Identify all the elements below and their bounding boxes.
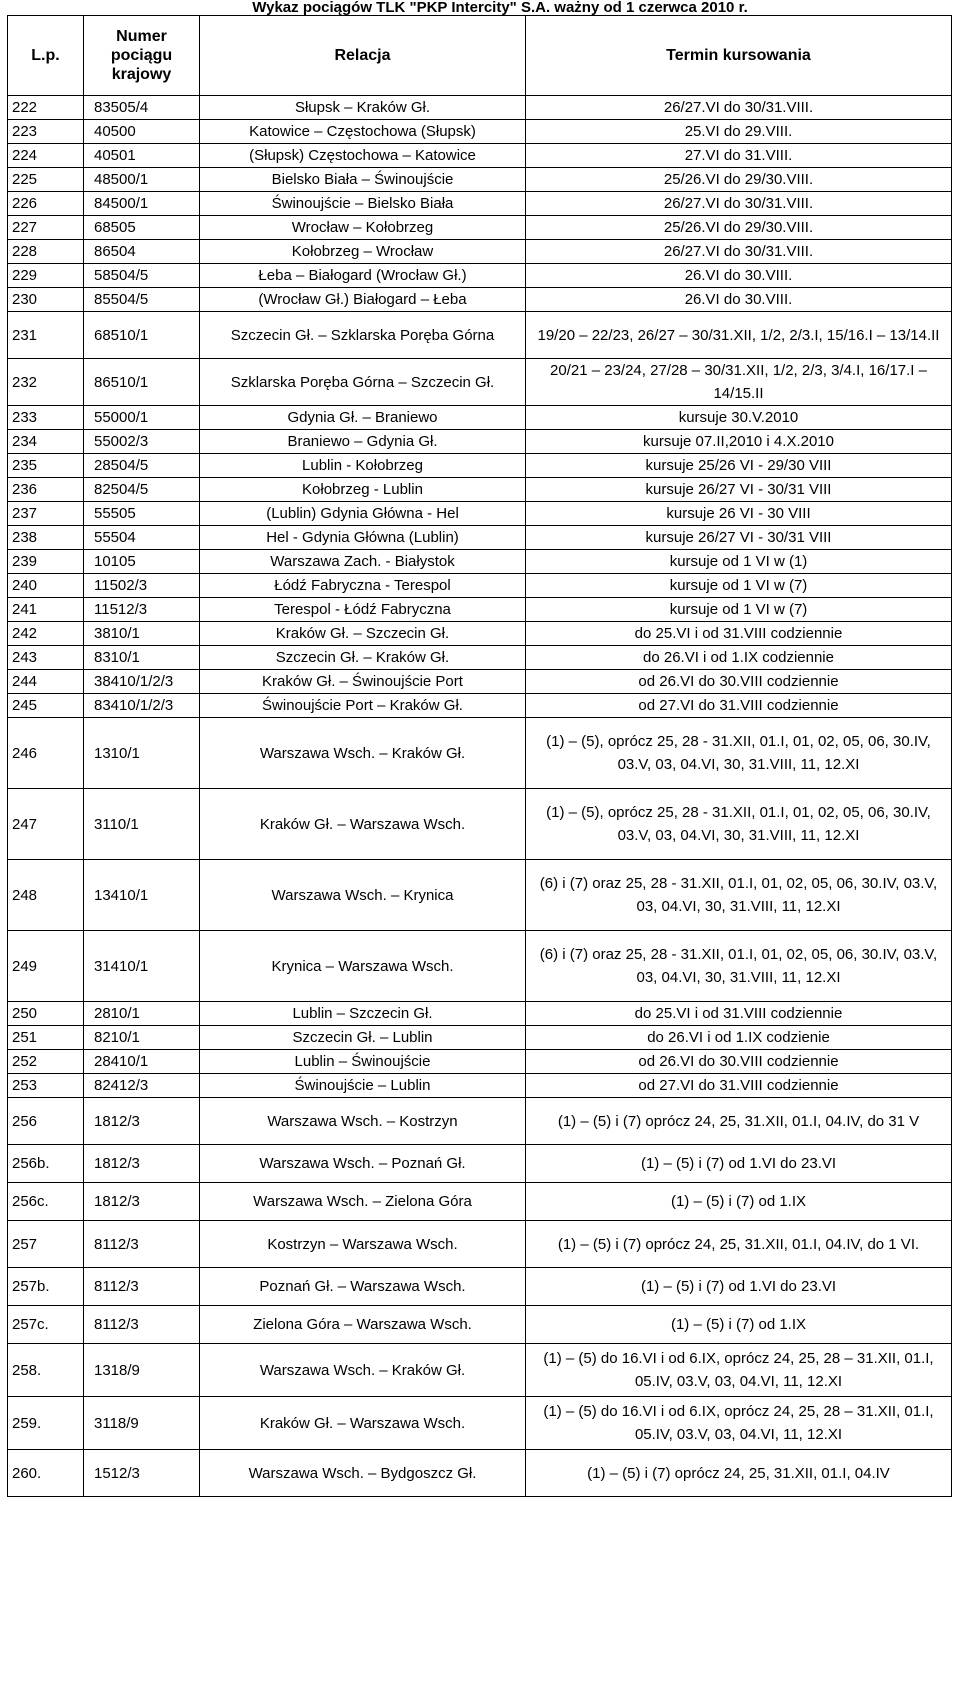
cell-lp: 250 (8, 1002, 84, 1026)
cell-route: Krynica – Warszawa Wsch. (200, 931, 526, 1002)
cell-lp: 228 (8, 240, 84, 264)
table-row (8, 1397, 952, 1450)
cell-lp: 260. (8, 1450, 84, 1497)
table-row (8, 1050, 952, 1074)
table-row (8, 550, 952, 574)
cell-train-number: 82412/3 (84, 1074, 200, 1098)
cell-route: Kraków Gł. – Warszawa Wsch. (200, 1397, 526, 1450)
cell-lp: 229 (8, 264, 84, 288)
cell-route: Kostrzyn – Warszawa Wsch. (200, 1221, 526, 1268)
table-row (8, 694, 952, 718)
cell-train-number: 2810/1 (84, 1002, 200, 1026)
cell-train-number: 83505/4 (84, 96, 200, 120)
cell-schedule: do 26.VI i od 1.IX codzienie (526, 1026, 952, 1050)
cell-route: Szklarska Poręba Górna – Szczecin Gł. (200, 359, 526, 406)
cell-train-number: 1318/9 (84, 1344, 200, 1397)
table-row (8, 502, 952, 526)
table-row (8, 1145, 952, 1183)
cell-train-number: 38410/1/2/3 (84, 670, 200, 694)
cell-route: Świnoujście – Bielsko Biała (200, 192, 526, 216)
cell-train-number: 1812/3 (84, 1098, 200, 1145)
cell-train-number: 3810/1 (84, 622, 200, 646)
cell-schedule: (6) i (7) oraz 25, 28 - 31.XII, 01.I, 01, 02, 05, 06, 30.IV, 03.V, 03, 04.VI, 30, 31.VIII, 11, 12.XI (526, 931, 952, 1002)
cell-route: Katowice – Częstochowa (Słupsk) (200, 120, 526, 144)
cell-route: Poznań Gł. – Warszawa Wsch. (200, 1268, 526, 1306)
cell-lp: 249 (8, 931, 84, 1002)
cell-schedule: od 27.VI do 31.VIII codziennie (526, 1074, 952, 1098)
cell-train-number: 84500/1 (84, 192, 200, 216)
cell-lp: 231 (8, 312, 84, 359)
cell-train-number: 31410/1 (84, 931, 200, 1002)
cell-lp: 248 (8, 860, 84, 931)
cell-route: Warszawa Wsch. – Bydgoszcz Gł. (200, 1450, 526, 1497)
table-row (8, 288, 952, 312)
cell-schedule: 19/20 – 22/23, 26/27 – 30/31.XII, 1/2, 2/3.I, 15/16.I – 13/14.II (526, 312, 952, 359)
document-title: Wykaz pociągów TLK "PKP Intercity" S.A. ważny od 1 czerwca 2010 r. (252, 0, 748, 16)
cell-lp: 256 (8, 1098, 84, 1145)
cell-lp: 242 (8, 622, 84, 646)
cell-schedule: (1) – (5) i (7) oprócz 24, 25, 31.XII, 01.I, 04.IV, do 1 VI. (526, 1221, 952, 1268)
cell-lp: 236 (8, 478, 84, 502)
cell-schedule: (1) – (5) i (7) oprócz 24, 25, 31.XII, 01.I, 04.IV (526, 1450, 952, 1497)
cell-train-number: 3118/9 (84, 1397, 200, 1450)
cell-lp: 246 (8, 718, 84, 789)
cell-lp: 257b. (8, 1268, 84, 1306)
cell-lp: 225 (8, 168, 84, 192)
cell-route: (Słupsk) Częstochowa – Katowice (200, 144, 526, 168)
cell-route: Lublin - Kołobrzeg (200, 454, 526, 478)
cell-lp: 223 (8, 120, 84, 144)
cell-schedule: kursuje od 1 VI w (7) (526, 574, 952, 598)
cell-lp: 244 (8, 670, 84, 694)
cell-lp: 256c. (8, 1183, 84, 1221)
table-row (8, 1344, 952, 1397)
cell-lp: 245 (8, 694, 84, 718)
table-row (8, 1221, 952, 1268)
cell-route: Warszawa Wsch. – Kraków Gł. (200, 718, 526, 789)
cell-schedule: od 27.VI do 31.VIII codziennie (526, 694, 952, 718)
cell-train-number: 28410/1 (84, 1050, 200, 1074)
cell-lp: 222 (8, 96, 84, 120)
cell-lp: 234 (8, 430, 84, 454)
table-row (8, 144, 952, 168)
cell-route: Zielona Góra – Warszawa Wsch. (200, 1306, 526, 1344)
cell-schedule: 26/27.VI do 30/31.VIII. (526, 192, 952, 216)
table-row (8, 454, 952, 478)
table-row (8, 192, 952, 216)
table-row (8, 931, 952, 1002)
cell-schedule: 20/21 – 23/24, 27/28 – 30/31.XII, 1/2, 2/3, 3/4.I, 16/17.I – 14/15.II (526, 359, 952, 406)
cell-route: Gdynia Gł. – Braniewo (200, 406, 526, 430)
table-row (8, 430, 952, 454)
table-row (8, 264, 952, 288)
header-lp: L.p. (8, 16, 84, 96)
cell-route: Warszawa Wsch. – Kraków Gł. (200, 1344, 526, 1397)
cell-train-number: 28504/5 (84, 454, 200, 478)
cell-schedule: 25.VI do 29.VIII. (526, 120, 952, 144)
cell-schedule: 27.VI do 31.VIII. (526, 144, 952, 168)
header-row (8, 16, 952, 96)
cell-lp: 230 (8, 288, 84, 312)
cell-schedule: 26.VI do 30.VIII. (526, 288, 952, 312)
cell-train-number: 1310/1 (84, 718, 200, 789)
cell-schedule: do 26.VI i od 1.IX codziennie (526, 646, 952, 670)
cell-route: Łeba – Białogard (Wrocław Gł.) (200, 264, 526, 288)
cell-route: Warszawa Zach. - Białystok (200, 550, 526, 574)
table-row (8, 1450, 952, 1497)
cell-lp: 224 (8, 144, 84, 168)
table-row (8, 1098, 952, 1145)
table-row (8, 860, 952, 931)
cell-train-number: 55504 (84, 526, 200, 550)
cell-lp: 240 (8, 574, 84, 598)
cell-train-number: 68510/1 (84, 312, 200, 359)
table-row (8, 1183, 952, 1221)
table-row (8, 96, 952, 120)
cell-schedule: 25/26.VI do 29/30.VIII. (526, 216, 952, 240)
header-train-number: Numer pociągu krajowy (84, 16, 200, 96)
cell-lp: 227 (8, 216, 84, 240)
cell-schedule: do 25.VI i od 31.VIII codziennie (526, 1002, 952, 1026)
cell-train-number: 8310/1 (84, 646, 200, 670)
table-row (8, 598, 952, 622)
cell-train-number: 55000/1 (84, 406, 200, 430)
cell-lp: 258. (8, 1344, 84, 1397)
cell-route: Hel - Gdynia Główna (Lublin) (200, 526, 526, 550)
cell-train-number: 8112/3 (84, 1306, 200, 1344)
table-row (8, 1002, 952, 1026)
cell-schedule: do 25.VI i od 31.VIII codziennie (526, 622, 952, 646)
cell-route: Kraków Gł. – Warszawa Wsch. (200, 789, 526, 860)
table-row (8, 359, 952, 406)
cell-route: Warszawa Wsch. – Kostrzyn (200, 1098, 526, 1145)
cell-train-number: 13410/1 (84, 860, 200, 931)
cell-train-number: 40500 (84, 120, 200, 144)
table-row (8, 646, 952, 670)
cell-route: Bielsko Biała – Świnoujście (200, 168, 526, 192)
table-row (8, 622, 952, 646)
table-row (8, 478, 952, 502)
cell-route: Terespol - Łódź Fabryczna (200, 598, 526, 622)
cell-train-number: 86510/1 (84, 359, 200, 406)
cell-lp: 259. (8, 1397, 84, 1450)
table-row (8, 670, 952, 694)
cell-lp: 235 (8, 454, 84, 478)
cell-schedule: kursuje 26/27 VI - 30/31 VIII (526, 526, 952, 550)
table-row (8, 406, 952, 430)
cell-route: Kołobrzeg – Wrocław (200, 240, 526, 264)
cell-schedule: (1) – (5) i (7) oprócz 24, 25, 31.XII, 01.I, 04.IV, do 31 V (526, 1098, 952, 1145)
cell-train-number: 40501 (84, 144, 200, 168)
cell-route: Szczecin Gł. – Szklarska Poręba Górna (200, 312, 526, 359)
cell-train-number: 10105 (84, 550, 200, 574)
table-row (8, 240, 952, 264)
cell-schedule: (1) – (5) i (7) od 1.IX (526, 1183, 952, 1221)
cell-schedule: (1) – (5) i (7) od 1.IX (526, 1306, 952, 1344)
cell-train-number: 55002/3 (84, 430, 200, 454)
cell-train-number: 82504/5 (84, 478, 200, 502)
cell-train-number: 83410/1/2/3 (84, 694, 200, 718)
cell-train-number: 1812/3 (84, 1145, 200, 1183)
cell-schedule: (1) – (5), oprócz 25, 28 - 31.XII, 01.I, 01, 02, 05, 06, 30.IV, 03.V, 03, 04.VI, 30, 31.VIII, 11, 12.XI (526, 718, 952, 789)
cell-schedule: kursuje od 1 VI w (7) (526, 598, 952, 622)
cell-schedule: kursuje 26/27 VI - 30/31 VIII (526, 478, 952, 502)
cell-lp: 251 (8, 1026, 84, 1050)
cell-lp: 239 (8, 550, 84, 574)
cell-lp: 233 (8, 406, 84, 430)
cell-route: Warszawa Wsch. – Krynica (200, 860, 526, 931)
cell-train-number: 58504/5 (84, 264, 200, 288)
cell-lp: 237 (8, 502, 84, 526)
cell-schedule: (6) i (7) oraz 25, 28 - 31.XII, 01.I, 01, 02, 05, 06, 30.IV, 03.V, 03, 04.VI, 30, 31.VIII, 11, 12.XI (526, 860, 952, 931)
cell-train-number: 11502/3 (84, 574, 200, 598)
cell-route: (Lublin) Gdynia Główna - Hel (200, 502, 526, 526)
cell-route: (Wrocław Gł.) Białogard – Łeba (200, 288, 526, 312)
table-row (8, 1026, 952, 1050)
table-row (8, 168, 952, 192)
cell-train-number: 68505 (84, 216, 200, 240)
table-row (8, 312, 952, 359)
cell-train-number: 8112/3 (84, 1268, 200, 1306)
cell-route: Szczecin Gł. – Lublin (200, 1026, 526, 1050)
header-schedule: Termin kursowania (526, 16, 952, 96)
cell-lp: 238 (8, 526, 84, 550)
cell-lp: 226 (8, 192, 84, 216)
cell-train-number: 1812/3 (84, 1183, 200, 1221)
cell-schedule: kursuje 07.II,2010 i 4.X.2010 (526, 430, 952, 454)
table-row (8, 574, 952, 598)
cell-schedule: (1) – (5) i (7) od 1.VI do 23.VI (526, 1268, 952, 1306)
cell-lp: 257c. (8, 1306, 84, 1344)
cell-route: Lublin – Świnoujście (200, 1050, 526, 1074)
cell-schedule: (1) – (5), oprócz 25, 28 - 31.XII, 01.I, 01, 02, 05, 06, 30.IV, 03.V, 03, 04.VI, 30, 31.VIII, 11, 12.XI (526, 789, 952, 860)
table-row (8, 1268, 952, 1306)
cell-route: Wrocław – Kołobrzeg (200, 216, 526, 240)
cell-train-number: 8210/1 (84, 1026, 200, 1050)
cell-schedule: 25/26.VI do 29/30.VIII. (526, 168, 952, 192)
table-row (8, 120, 952, 144)
cell-route: Kraków Gł. – Świnoujście Port (200, 670, 526, 694)
cell-train-number: 11512/3 (84, 598, 200, 622)
cell-schedule: (1) – (5) i (7) od 1.VI do 23.VI (526, 1145, 952, 1183)
cell-lp: 232 (8, 359, 84, 406)
header-route: Relacja (200, 16, 526, 96)
train-schedule-table (7, 15, 952, 1497)
cell-train-number: 85504/5 (84, 288, 200, 312)
cell-schedule: 26/27.VI do 30/31.VIII. (526, 96, 952, 120)
cell-route: Kraków Gł. – Szczecin Gł. (200, 622, 526, 646)
cell-schedule: kursuje 25/26 VI - 29/30 VIII (526, 454, 952, 478)
cell-schedule: kursuje 30.V.2010 (526, 406, 952, 430)
cell-lp: 257 (8, 1221, 84, 1268)
cell-train-number: 1512/3 (84, 1450, 200, 1497)
cell-route: Słupsk – Kraków Gł. (200, 96, 526, 120)
cell-lp: 252 (8, 1050, 84, 1074)
cell-lp: 241 (8, 598, 84, 622)
cell-route: Świnoujście Port – Kraków Gł. (200, 694, 526, 718)
cell-route: Szczecin Gł. – Kraków Gł. (200, 646, 526, 670)
table-row (8, 216, 952, 240)
cell-schedule: od 26.VI do 30.VIII codziennie (526, 670, 952, 694)
cell-route: Łódź Fabryczna - Terespol (200, 574, 526, 598)
cell-lp: 253 (8, 1074, 84, 1098)
cell-train-number: 48500/1 (84, 168, 200, 192)
table-body (8, 96, 952, 1497)
cell-train-number: 55505 (84, 502, 200, 526)
table-row (8, 1074, 952, 1098)
cell-route: Warszawa Wsch. – Poznań Gł. (200, 1145, 526, 1183)
cell-route: Kołobrzeg - Lublin (200, 478, 526, 502)
cell-train-number: 3110/1 (84, 789, 200, 860)
cell-schedule: od 26.VI do 30.VIII codziennie (526, 1050, 952, 1074)
cell-route: Świnoujście – Lublin (200, 1074, 526, 1098)
cell-schedule: kursuje 26 VI - 30 VIII (526, 502, 952, 526)
cell-schedule: (1) – (5) do 16.VI i od 6.IX, oprócz 24, 25, 28 – 31.XII, 01.I, 05.IV, 03.V, 03, 04.VI, 11, 12.XI (526, 1344, 952, 1397)
cell-schedule: (1) – (5) do 16.VI i od 6.IX, oprócz 24, 25, 28 – 31.XII, 01.I, 05.IV, 03.V, 03, 04.VI, 11, 12.XI (526, 1397, 952, 1450)
table-row (8, 526, 952, 550)
cell-schedule: 26/27.VI do 30/31.VIII. (526, 240, 952, 264)
cell-schedule: 26.VI do 30.VIII. (526, 264, 952, 288)
cell-train-number: 86504 (84, 240, 200, 264)
cell-route: Warszawa Wsch. – Zielona Góra (200, 1183, 526, 1221)
cell-train-number: 8112/3 (84, 1221, 200, 1268)
table-row (8, 789, 952, 860)
table-row (8, 718, 952, 789)
cell-route: Braniewo – Gdynia Gł. (200, 430, 526, 454)
cell-schedule: kursuje od 1 VI w (1) (526, 550, 952, 574)
table-row (8, 1306, 952, 1344)
cell-lp: 243 (8, 646, 84, 670)
cell-lp: 256b. (8, 1145, 84, 1183)
cell-lp: 247 (8, 789, 84, 860)
cell-route: Lublin – Szczecin Gł. (200, 1002, 526, 1026)
